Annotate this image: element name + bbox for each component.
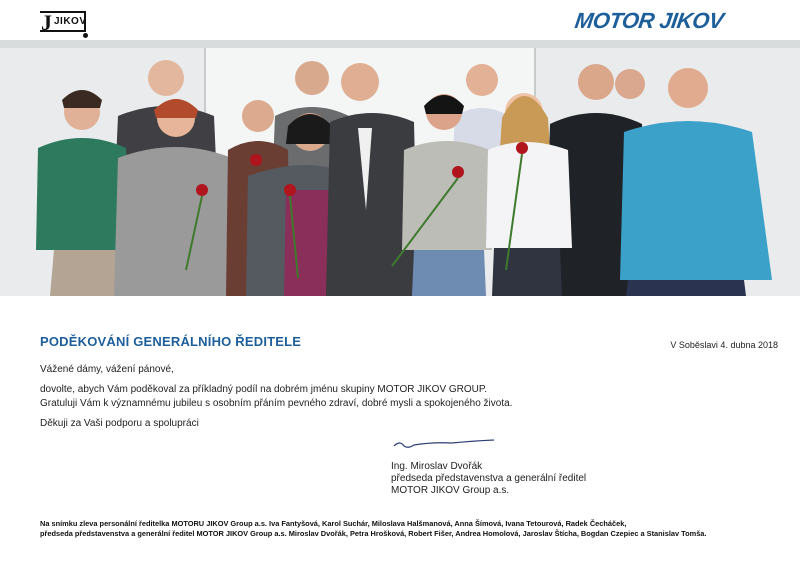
thanks-line: Děkuji za Vaši podporu a spolupráci — [40, 418, 199, 429]
signatory-company: MOTOR JIKOV Group a.s. — [391, 485, 510, 496]
jikov-logo-text: JIKOV — [54, 16, 87, 27]
letter-date: V Soběslavi 4. dubna 2018 — [670, 340, 778, 350]
jikov-logo: J JIKOV — [40, 11, 90, 34]
group-photo-illustration — [0, 40, 800, 296]
group-photo — [0, 40, 800, 296]
salutation: Vážené dámy, vážení pánové, — [40, 364, 174, 375]
photo-caption-line-1: Na snímku zleva personální ředitelka MOTORU JIKOV Group a.s. Iva Fantyšová, Karol Suchár, Miloslava Halšmanová, Anna Šímová, Ivana Tetourová, Radek Čecháček, — [40, 519, 627, 528]
paragraph-line-2: Gratuluji Vám k významnému jubileu s osobním přáním pevného zdraví, dobré mysli a spokojeného života. — [40, 398, 513, 409]
letter-title: PODĚKOVÁNÍ GENERÁLNÍHO ŘEDITELE — [40, 334, 302, 349]
photo-caption-line-2: předseda představenstva a generální ředitel MOTOR JIKOV Group a.s. Miroslav Dvořák, Petra Hrošková, Robert Fišer, Andrea Homolová, Jaroslav Štícha, Bogdan Czepiec a Stanislav Tomša. — [40, 529, 707, 538]
handwritten-signature — [392, 437, 497, 451]
motor-jikov-logo: MOTOR JIKOV — [573, 8, 725, 33]
signatory-role: předseda představenstva a generální ředitel — [391, 473, 587, 484]
signatory-name: Ing. Miroslav Dvořák — [391, 461, 483, 472]
paragraph-line-1: dovolte, abych Vám poděkoval za příkladný podíl na dobrém jménu skupiny MOTOR JIKOV GROUP. — [40, 384, 488, 395]
